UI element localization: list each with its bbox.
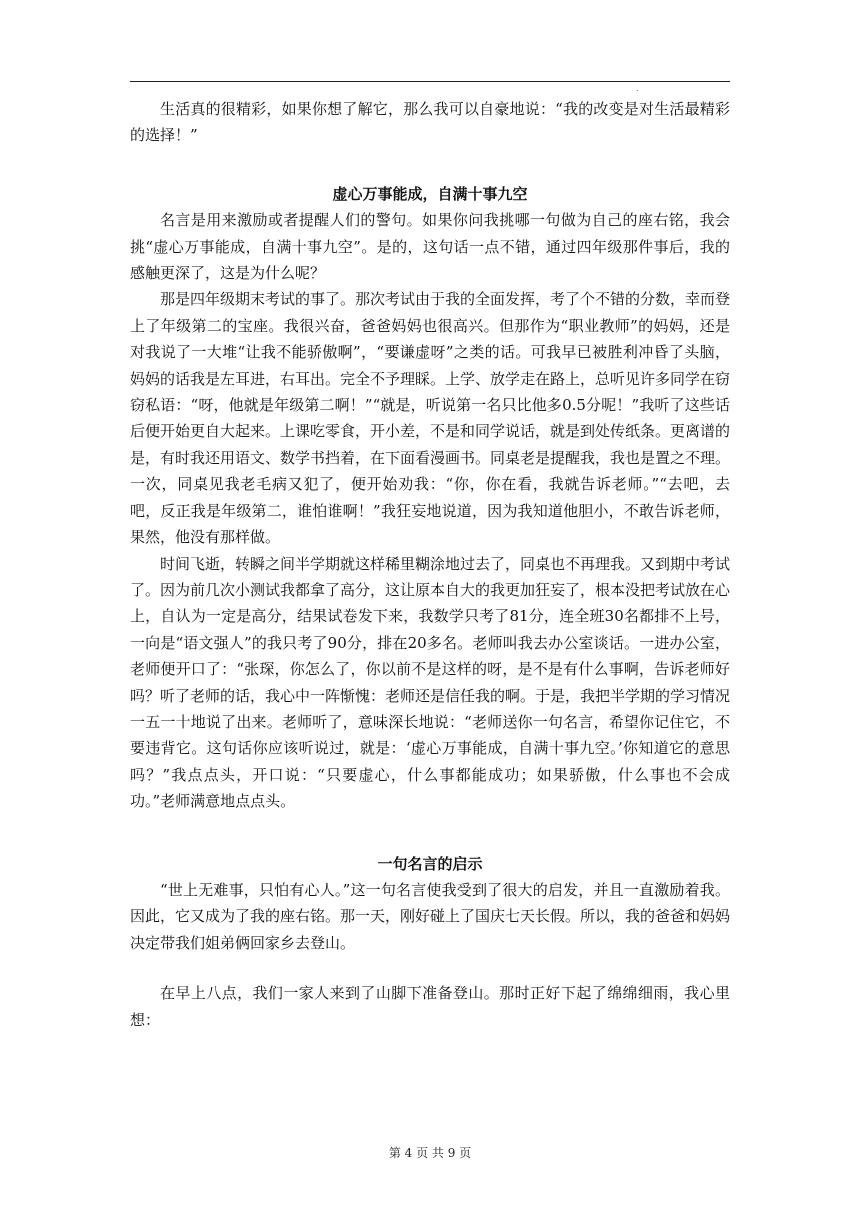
page-number: 第 4 页 共 9 页 [388, 1146, 472, 1160]
paragraph-intro: 生活真的很精彩，如果你想了解它，那么我可以自豪地说：“我的改变是对生活最精彩的选择！” [130, 100, 730, 145]
header-mark: . [636, 84, 639, 93]
header-rule [130, 81, 730, 82]
section-heading-inspiration: 一句名言的启示 [377, 854, 483, 873]
paragraph-humility-2: 那是四年级期末考试的事了。那次考试由于我的全面发挥，考了个不错的分数，幸而登上了年级第二的宝座。我很兴奋，爸爸妈妈也很高兴。但那作为“职业教师”的妈妈，还是对我说了一大堆“让我不能骄傲啊”，“要谦虚呀”之类的话。可我早已被胜利冲昏了头脑，妈妈的话我是左耳进，右耳出。完全不予理睬。上学、放学走在路上，总听见许多同学在窃窃私语：“呀，他就是年级第二啊！”“就是，听说第一名只比他多0.5分呢！”我听了这些话后便开始更自大起来。上课吃零食，开小差，不是和同学说话，就是到处传纸条。更离谱的是，有时我还用语文、数学书挡着，在下面看漫画书。同桌老是提醒我，我也是置之不理。一次，同桌见我老毛病又犯了，便开始劝我：“你，你在看，我就告诉老师。”“去吧，去吧，反正我是年级第二，谁怕谁啊！”我狂妄地说道，因为我知道他胆小，不敢告诉老师，果然，他没有那样做。 [130, 290, 731, 547]
paragraph-gap [130, 956, 730, 980]
document-body [130, 96, 730, 1033]
paragraph-humility-3: 时间飞逝，转瞬之间半学期就这样稀里糊涂地过去了，同桌也不再理我。又到期中考试了。因为前几次小测试我都拿了高分，这让原本自大的我更加狂妄了，根本没把考试放在心上，自认为一定是高分，结果试卷发下来，我数学只考了81分，连全班30名都排不上号，一向是“语文强人”的我只考了90分，排在20多名。老师叫我去办公室谈话。一进办公室，老师便开口了：“张琛，你怎么了，你以前不是这样的呀，是不是有什么事啊，告诉老师好吗？听了老师的话，我心中一阵惭愧：老师还是信任我的啊。于是，我把半学期的学习情况一五一十地说了出来。老师听了，意味深长地说：“老师送你一句名言，希望你记住它，不要违背它。这句话你应该听说过，就是：‘虚心万事能成，自满十事九空。’你知道它的意思吗？”我点点头，开口说：“只要虚心，什么事都能成功；如果骄傲，什么事也不会成功。”老师满意地点点头。 [130, 554, 731, 811]
paragraph-inspiration-1: “世上无难事，只怕有心人。”这一句名言使我受到了很大的启发，并且一直激励着我。因此，它又成为了我的座右铭。那一天，刚好碰上了国庆七天长假。所以，我的爸爸和妈妈决定带我们姐弟俩回家乡去登山。 [130, 880, 731, 952]
paragraph-humility-1: 名言是用来激励或者提醒人们的警句。如果你问我挑哪一句做为自己的座右铭，我会挑“虚心万事能成，自满十事九空”。是的，这句话一点不错，通过四年级那件事后，我的感触更深了，这是为什么呢？ [130, 211, 730, 283]
paragraph-inspiration-2: 在早上八点，我们一家人来到了山脚下准备登山。那时正好下起了绵绵细雨，我心里想： [130, 984, 730, 1029]
section-gap [130, 815, 730, 851]
section-gap [130, 149, 730, 181]
section-heading-humility: 虚心万事能成，自满十事九空 [332, 184, 528, 203]
